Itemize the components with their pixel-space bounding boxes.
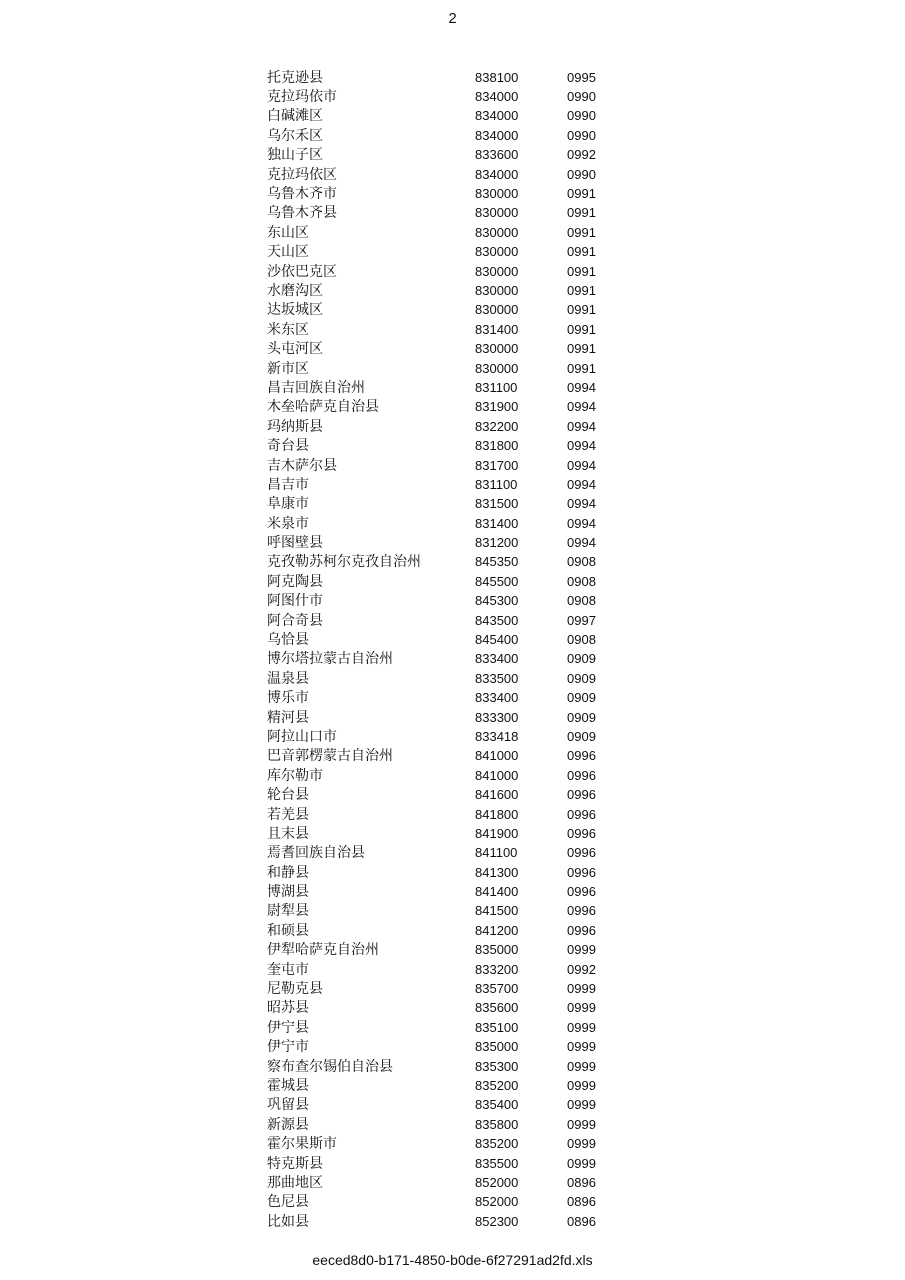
area-code-cell: 0908 (567, 593, 596, 609)
region-name-cell: 阿拉山口市 (267, 728, 337, 745)
region-name-cell: 察布查尔锡伯自治县 (267, 1058, 393, 1075)
table-row (267, 1057, 627, 1076)
postal-code-cell: 830000 (475, 302, 519, 318)
table-row (267, 844, 627, 863)
postal-code-cell: 833300 (475, 709, 519, 725)
postal-code-cell: 841100 (475, 845, 518, 861)
postal-code-cell: 831200 (475, 535, 519, 551)
region-name-cell: 色尼县 (267, 1194, 309, 1211)
area-code-cell: 0992 (567, 961, 596, 977)
table-row (267, 87, 627, 106)
region-name-cell: 阿图什市 (267, 593, 323, 610)
area-code-cell: 0991 (567, 244, 596, 260)
region-name-cell: 乌鲁木齐县 (267, 205, 337, 222)
table-row (267, 747, 627, 766)
postal-code-cell: 831500 (475, 496, 519, 512)
area-code-cell: 0990 (567, 108, 596, 124)
postal-code-cell: 838100 (475, 69, 519, 85)
region-name-cell: 昭苏县 (267, 1000, 309, 1017)
table-row (267, 921, 627, 940)
postal-code-cell: 833200 (475, 961, 519, 977)
postal-code-cell: 835200 (475, 1078, 519, 1093)
region-name-cell: 达坂城区 (267, 302, 323, 319)
region-name-cell: 伊宁市 (267, 1039, 309, 1056)
region-name-cell: 克拉玛依市 (267, 89, 337, 106)
postal-code-cell: 832200 (475, 418, 519, 434)
region-name-cell: 比如县 (267, 1213, 309, 1230)
area-code-cell: 0994 (567, 515, 596, 531)
table-row (267, 611, 627, 630)
table-row (267, 126, 627, 145)
region-name-cell: 白碱滩区 (267, 108, 323, 125)
table-row (267, 68, 627, 87)
table-row (267, 514, 627, 533)
table-row (267, 902, 627, 921)
region-name-cell: 乌恰县 (267, 632, 309, 649)
postal-code-cell: 841500 (475, 903, 519, 919)
postal-code-cell: 831800 (475, 438, 519, 454)
postal-code-cell: 831100 (475, 476, 518, 492)
postal-code-cell: 835700 (475, 981, 519, 997)
region-name-cell: 若羌县 (267, 806, 309, 823)
area-code-cell: 0991 (567, 263, 596, 279)
table-row (267, 262, 627, 281)
region-name-cell: 木垒哈萨克自治县 (267, 399, 379, 416)
area-code-cell: 0990 (567, 166, 596, 182)
region-name-cell: 轮台县 (267, 787, 309, 804)
table-row (267, 1154, 627, 1173)
area-code-cell: 0991 (567, 282, 596, 298)
postal-code-cell: 835200 (475, 1136, 519, 1152)
region-name-cell: 米泉市 (267, 515, 309, 532)
area-code-cell: 0999 (567, 1097, 596, 1113)
area-code-cell: 0994 (567, 476, 596, 492)
area-code-cell: 0991 (567, 360, 596, 376)
area-code-cell: 0991 (567, 321, 596, 337)
table-row (267, 863, 627, 882)
region-name-cell: 奎屯市 (267, 961, 309, 978)
region-name-cell: 温泉县 (267, 670, 309, 687)
region-name-cell: 克孜勒苏柯尔克孜自治州 (267, 554, 421, 571)
region-name-cell: 独山子区 (267, 147, 323, 164)
table-row (267, 146, 627, 165)
region-name-cell: 水磨沟区 (267, 282, 323, 299)
region-name-cell: 沙依巴克区 (267, 263, 337, 280)
table-row (267, 941, 627, 960)
postal-code-cell: 841600 (475, 787, 519, 803)
postal-code-cell: 835500 (475, 1155, 519, 1171)
postal-code-cell: 835600 (475, 1000, 519, 1016)
area-code-cell: 0994 (567, 496, 596, 512)
postal-code-cell: 830000 (475, 263, 519, 279)
table-row (267, 301, 627, 320)
area-code-cell: 0909 (567, 690, 596, 706)
region-name-cell: 新源县 (267, 1116, 309, 1133)
area-code-cell: 0999 (567, 942, 596, 958)
region-name-cell: 巩留县 (267, 1097, 309, 1114)
region-name-cell: 托克逊县 (267, 69, 323, 86)
table-row (267, 495, 627, 514)
postal-code-cell: 841300 (475, 864, 519, 880)
table-row (267, 1096, 627, 1115)
region-name-cell: 尉犁县 (267, 903, 309, 920)
table-row (267, 107, 627, 126)
postal-code-cell: 833500 (475, 670, 519, 686)
table-row (267, 824, 627, 843)
area-code-cell: 0996 (567, 787, 596, 803)
region-name-cell: 库尔勒市 (267, 767, 323, 784)
table-row (267, 1038, 627, 1057)
region-name-cell: 霍尔果斯市 (267, 1136, 337, 1153)
region-name-cell: 乌鲁木齐市 (267, 186, 337, 203)
postal-code-cell: 845500 (475, 573, 519, 589)
postal-code-cell: 852300 (475, 1213, 519, 1229)
area-code-cell: 0999 (567, 1136, 596, 1152)
table-row (267, 766, 627, 785)
region-name-cell: 和硕县 (267, 922, 309, 939)
table-row (267, 223, 627, 242)
area-code-cell: 0909 (567, 670, 596, 686)
postal-code-cell: 835000 (475, 1039, 519, 1055)
region-name-cell: 阿合奇县 (267, 612, 323, 629)
region-name-cell: 且末县 (267, 825, 309, 842)
area-code-cell: 0994 (567, 399, 596, 415)
postal-code-cell: 835800 (475, 1116, 519, 1132)
area-code-cell: 0996 (567, 884, 596, 900)
table-row (267, 650, 627, 669)
table-row (267, 960, 627, 979)
area-code-cell: 0994 (567, 438, 596, 454)
postal-code-cell: 834000 (475, 108, 519, 124)
region-name-cell: 呼图壁县 (267, 535, 323, 552)
table-row (267, 708, 627, 727)
area-code-cell: 0896 (567, 1194, 596, 1210)
area-code-cell: 0999 (567, 1155, 596, 1171)
area-code-cell: 0991 (567, 224, 596, 240)
postal-code-cell: 841400 (475, 884, 519, 900)
region-name-cell: 乌尔禾区 (267, 127, 323, 144)
area-code-cell: 0996 (567, 825, 596, 841)
area-code-cell: 0999 (567, 1116, 596, 1132)
table-row (267, 572, 627, 591)
area-code-cell: 0991 (567, 186, 596, 202)
postal-code-table (267, 68, 627, 1231)
region-name-cell: 伊宁县 (267, 1019, 309, 1036)
postal-code-cell: 830000 (475, 282, 519, 298)
area-code-cell: 0908 (567, 632, 596, 648)
table-row (267, 339, 627, 358)
table-row (267, 436, 627, 455)
postal-code-cell: 841800 (475, 806, 519, 822)
area-code-cell: 0992 (567, 147, 596, 163)
postal-code-cell: 841000 (475, 767, 519, 783)
area-code-cell: 0999 (567, 1000, 596, 1016)
area-code-cell: 0991 (567, 205, 596, 221)
region-name-cell: 博湖县 (267, 884, 309, 901)
area-code-cell: 0996 (567, 767, 596, 783)
area-code-cell: 0996 (567, 864, 596, 880)
area-code-cell: 0990 (567, 89, 596, 105)
table-row (267, 165, 627, 184)
region-name-cell: 新市区 (267, 360, 309, 377)
area-code-cell: 0999 (567, 1058, 596, 1074)
postal-code-cell: 831100 (475, 379, 518, 395)
table-row (267, 1212, 627, 1231)
table-row (267, 456, 627, 475)
table-row (267, 630, 627, 649)
region-name-cell: 和静县 (267, 864, 309, 881)
postal-code-cell: 830000 (475, 341, 519, 357)
region-name-cell: 那曲地区 (267, 1174, 323, 1191)
table-row (267, 669, 627, 688)
postal-code-cell: 852000 (475, 1194, 519, 1210)
postal-code-cell: 852000 (475, 1174, 519, 1190)
table-row (267, 417, 627, 436)
postal-code-cell: 843500 (475, 612, 519, 628)
region-name-cell: 巴音郭楞蒙古自治州 (267, 748, 393, 765)
postal-code-cell: 833418 (475, 728, 519, 744)
area-code-cell: 0995 (567, 69, 596, 85)
table-row (267, 243, 627, 262)
postal-code-cell: 830000 (475, 205, 519, 221)
postal-code-cell: 830000 (475, 224, 519, 240)
area-code-cell: 0999 (567, 981, 596, 997)
postal-code-cell: 845400 (475, 632, 519, 648)
area-code-cell: 0996 (567, 903, 596, 919)
area-code-cell: 0994 (567, 379, 596, 395)
area-code-cell: 0896 (567, 1213, 596, 1229)
area-code-cell: 0909 (567, 728, 596, 744)
region-name-cell: 玛纳斯县 (267, 418, 323, 435)
table-row (267, 281, 627, 300)
area-code-cell: 0996 (567, 806, 596, 822)
table-row (267, 1134, 627, 1153)
postal-code-cell: 845350 (475, 554, 519, 570)
area-code-cell: 0996 (567, 748, 596, 764)
area-code-cell: 0994 (567, 535, 596, 551)
table-row (267, 1193, 627, 1212)
postal-code-cell: 841200 (475, 922, 519, 938)
table-row (267, 320, 627, 339)
region-name-cell: 奇台县 (267, 438, 309, 455)
postal-code-cell: 834000 (475, 127, 519, 143)
region-name-cell: 米东区 (267, 321, 309, 338)
area-code-cell: 0991 (567, 341, 596, 357)
region-name-cell: 伊犁哈萨克自治州 (267, 942, 379, 959)
table-row (267, 1173, 627, 1192)
region-name-cell: 博尔塔拉蒙古自治州 (267, 651, 393, 668)
area-code-cell: 0999 (567, 1019, 596, 1035)
table-row (267, 805, 627, 824)
postal-code-cell: 830000 (475, 244, 519, 260)
postal-code-cell: 833600 (475, 147, 519, 163)
postal-code-cell: 835000 (475, 942, 519, 958)
table-row (267, 592, 627, 611)
region-name-cell: 东山区 (267, 224, 309, 241)
area-code-cell: 0994 (567, 418, 596, 434)
region-name-cell: 焉耆回族自治县 (267, 845, 365, 862)
postal-code-cell: 830000 (475, 360, 519, 376)
table-row (267, 475, 627, 494)
postal-code-cell: 845300 (475, 593, 519, 609)
area-code-cell: 0908 (567, 573, 596, 589)
table-row (267, 398, 627, 417)
postal-code-cell: 833400 (475, 651, 519, 667)
region-name-cell: 克拉玛依区 (267, 166, 337, 183)
table-row (267, 999, 627, 1018)
table-row (267, 979, 627, 998)
postal-code-cell: 841900 (475, 825, 519, 841)
postal-code-cell: 834000 (475, 166, 519, 182)
page-number: 2 (448, 10, 457, 27)
region-name-cell: 特克斯县 (267, 1155, 323, 1172)
table-row (267, 689, 627, 708)
postal-code-cell: 835400 (475, 1097, 519, 1113)
postal-code-cell: 841000 (475, 748, 519, 764)
area-code-cell: 0908 (567, 554, 596, 570)
postal-code-cell: 835300 (475, 1058, 519, 1074)
postal-code-cell: 831900 (475, 399, 519, 415)
table-row (267, 1115, 627, 1134)
area-code-cell: 0997 (567, 612, 596, 628)
table-row (267, 553, 627, 572)
postal-code-cell: 834000 (475, 89, 519, 105)
postal-code-cell: 835100 (475, 1019, 519, 1035)
postal-code-cell: 830000 (475, 186, 519, 202)
postal-code-cell: 831400 (475, 515, 519, 531)
area-code-cell: 0999 (567, 1078, 596, 1093)
table-row (267, 1018, 627, 1037)
table-row (267, 204, 627, 223)
region-name-cell: 昌吉回族自治州 (267, 379, 365, 396)
postal-code-cell: 831700 (475, 457, 519, 473)
postal-code-cell: 831400 (475, 321, 519, 337)
region-name-cell: 昌吉市 (267, 476, 309, 493)
area-code-cell: 0996 (567, 922, 596, 938)
area-code-cell: 0991 (567, 302, 596, 318)
region-name-cell: 阜康市 (267, 496, 309, 513)
table-row (267, 359, 627, 378)
region-name-cell: 阿克陶县 (267, 573, 323, 590)
table-row (267, 727, 627, 746)
region-name-cell: 霍城县 (267, 1078, 309, 1094)
area-code-cell: 0896 (567, 1174, 596, 1190)
region-name-cell: 天山区 (267, 244, 309, 261)
area-code-cell: 0909 (567, 651, 596, 667)
table-row (267, 184, 627, 203)
table-row (267, 533, 627, 552)
table-row (267, 378, 627, 397)
area-code-cell: 0909 (567, 709, 596, 725)
region-name-cell: 精河县 (267, 709, 309, 726)
area-code-cell: 0996 (567, 845, 596, 861)
region-name-cell: 尼勒克县 (267, 981, 323, 998)
table-row (267, 882, 627, 901)
region-name-cell: 吉木萨尔县 (267, 457, 337, 474)
area-code-cell: 0994 (567, 457, 596, 473)
area-code-cell: 0990 (567, 127, 596, 143)
postal-code-cell: 833400 (475, 690, 519, 706)
region-name-cell: 博乐市 (267, 690, 309, 707)
region-name-cell: 头屯河区 (267, 341, 323, 358)
table-row (267, 785, 627, 804)
area-code-cell: 0999 (567, 1039, 596, 1055)
table-row (267, 1076, 627, 1095)
file-name-footer: eeced8d0-b171-4850-b0de-6f27291ad2fd.xls (312, 1252, 593, 1268)
